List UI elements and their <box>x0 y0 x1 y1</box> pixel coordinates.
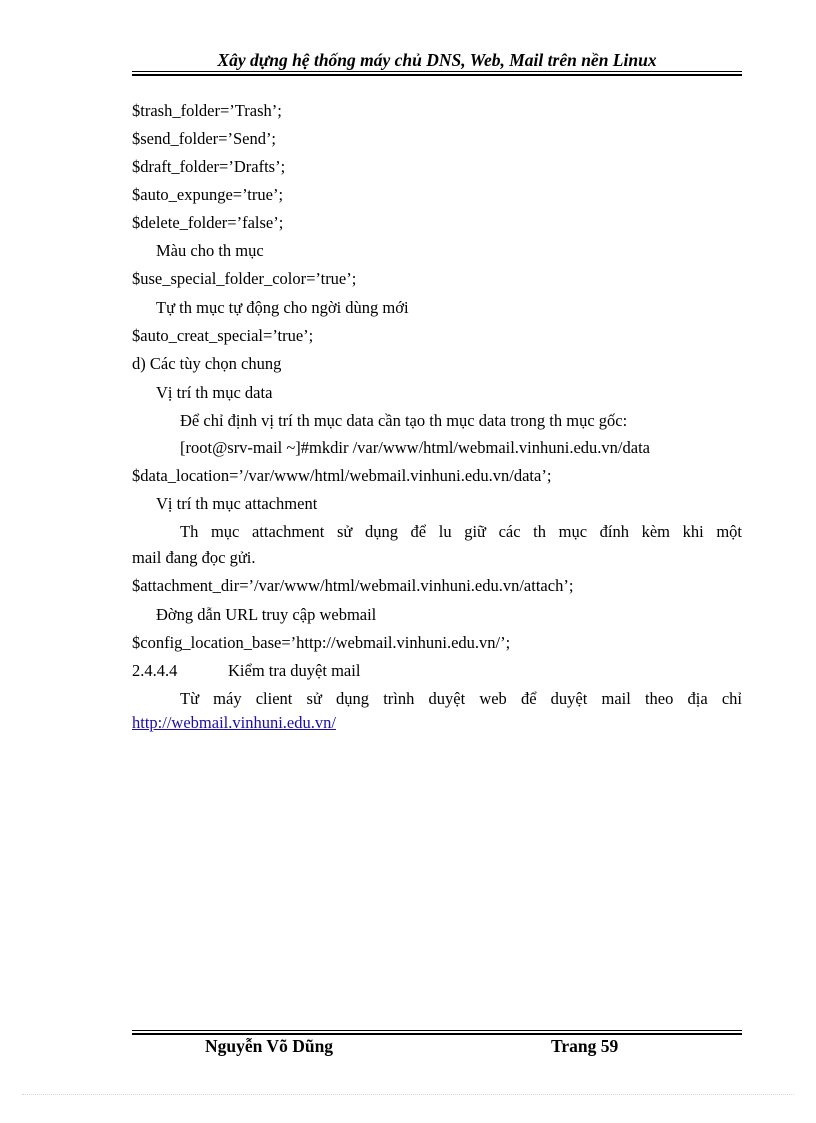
config-line-location-base: $config_location_base=’http://webmail.vinhuni.edu.vn/’; <box>132 633 511 652</box>
paragraph-check-mail: Từ máy client sử dụng trình duyệt web để duyệt mail theo địa chỉ <box>180 689 742 708</box>
section-heading-check-mail <box>132 660 742 682</box>
config-line-trash-folder: $trash_folder=’Trash’; <box>132 101 282 120</box>
config-line-special-folder-color: $use_special_folder_color=’true’; <box>132 269 357 288</box>
page-header-title: Xây dựng hệ thống máy chủ DNS, Web, Mail trên nền Linux <box>217 50 657 70</box>
webmail-link-line <box>132 712 742 734</box>
section-label-data-location: Vị trí th mục data <box>156 383 273 402</box>
section-number: 2.4.4.4 <box>132 661 178 680</box>
footer-rule <box>132 1030 742 1035</box>
config-line-auto-expunge: $auto_expunge=’true’; <box>132 185 284 204</box>
section-label-attachment-location: Vị trí th mục attachment <box>156 494 318 513</box>
subsection-heading-general-options: d) Các tùy chọn chung <box>132 354 282 373</box>
footer-page-number: Trang 59 <box>551 1036 619 1056</box>
webmail-link[interactable]: http://webmail.vinhuni.edu.vn/ <box>132 713 336 732</box>
command-line-mkdir: [root@srv-mail ~]#mkdir /var/www/html/webmail.vinhuni.edu.vn/data <box>180 438 650 457</box>
page-bottom-dotted-rule <box>22 1094 794 1095</box>
section-label-folder-color: Màu cho th mục <box>156 241 264 260</box>
config-line-attachment-dir: $attachment_dir=’/var/www/html/webmail.vinhuni.edu.vn/attach’; <box>132 576 574 595</box>
paragraph-data-location: Để chỉ định vị trí th mục data cần tạo th mục data trong th mục gốc: <box>180 411 628 430</box>
header-rule <box>132 71 742 76</box>
paragraph-attachment-line1: Th mục attachment sử dụng để lu giữ các th mục đính kèm khi một <box>180 522 742 541</box>
section-title: Kiểm tra duyệt mail <box>228 661 361 680</box>
config-line-send-folder: $send_folder=’Send’; <box>132 129 277 148</box>
config-line-auto-creat-special: $auto_creat_special=’true’; <box>132 326 314 345</box>
config-line-data-location: $data_location=’/var/www/html/webmail.vinhuni.edu.vn/data’; <box>132 466 552 485</box>
section-label-auto-folder: Tự th mục tự động cho ngời dùng mới <box>156 298 409 317</box>
footer-author: Nguyễn Võ Dũng <box>205 1036 334 1056</box>
config-line-delete-folder: $delete_folder=’false’; <box>132 213 284 232</box>
section-label-webmail-url: Đờng dẫn URL truy cập webmail <box>156 605 377 624</box>
paragraph-attachment-line2: mail đang đọc gửi. <box>132 548 256 567</box>
config-line-draft-folder: $draft_folder=’Drafts’; <box>132 157 286 176</box>
